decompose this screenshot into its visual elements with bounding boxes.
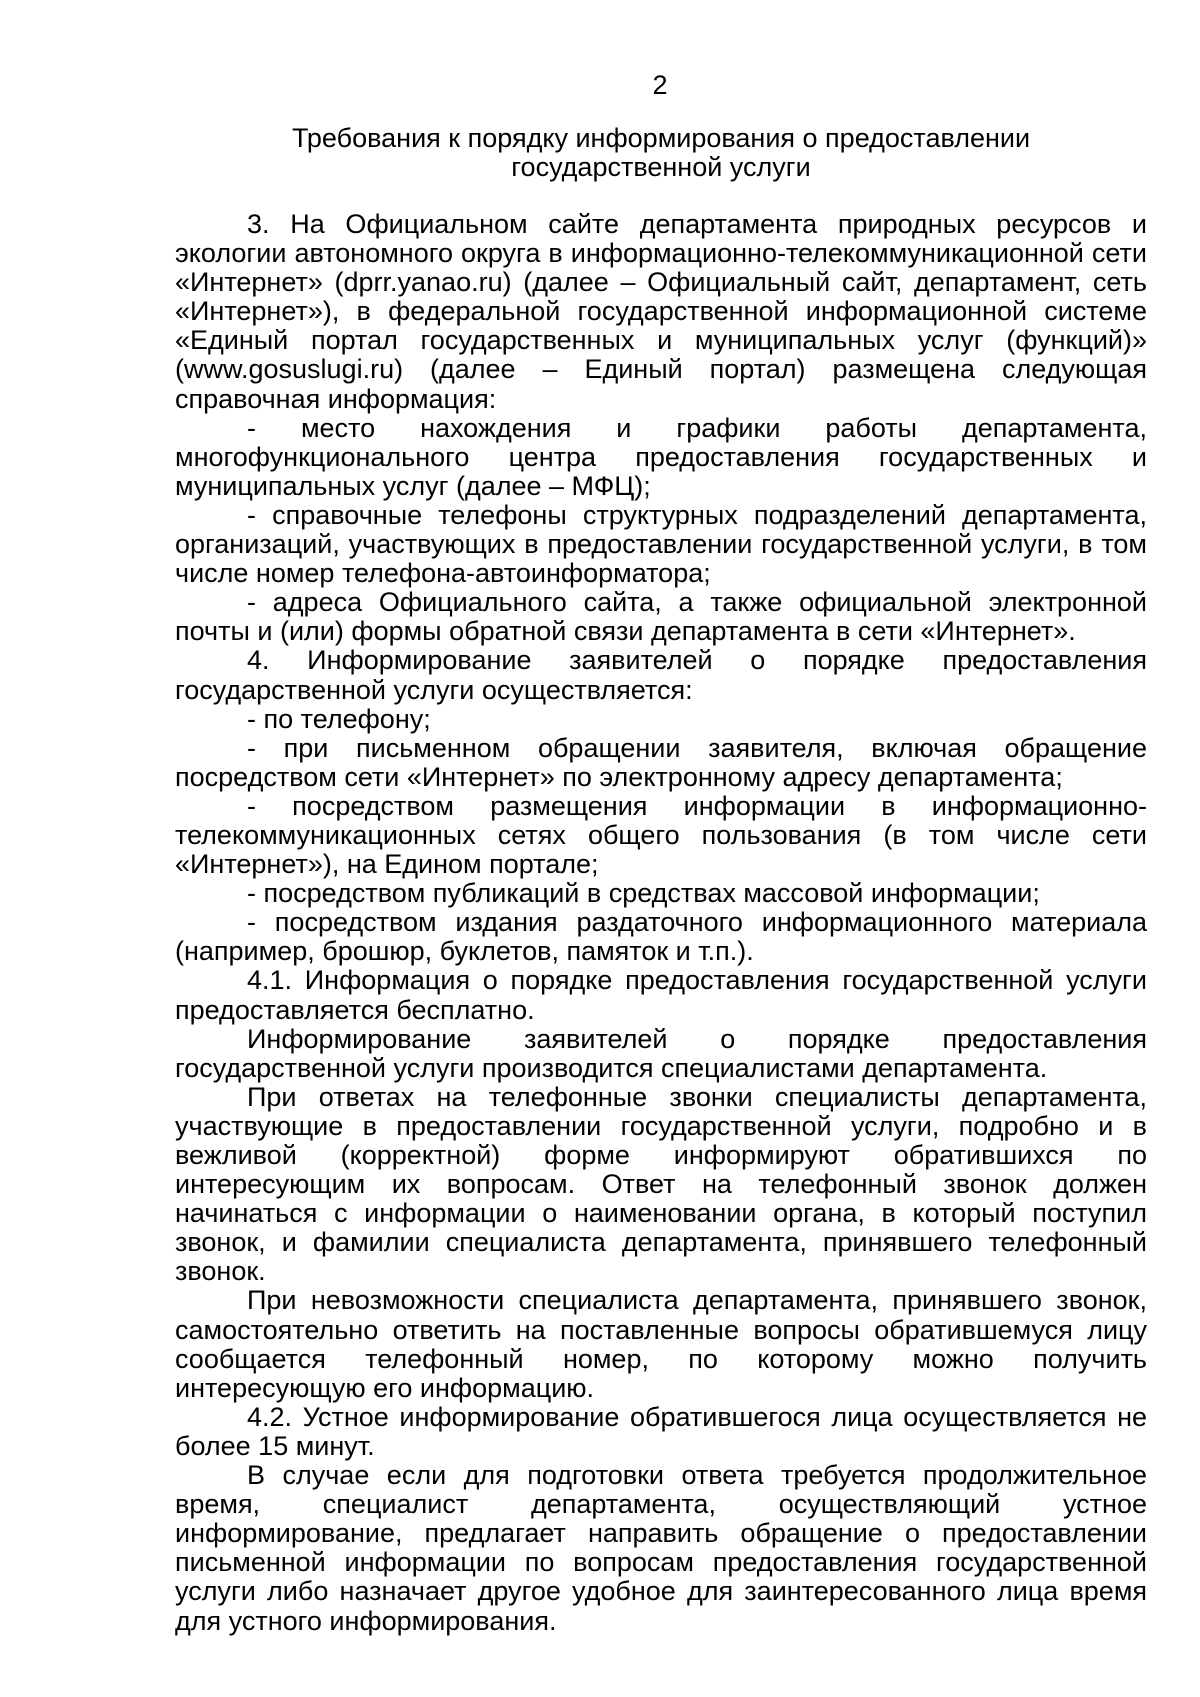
list-item-network-posting: - посредством размещения информации в информационно-телекоммуникационных сетях общего пользования (в том числе сети «Интернет»), на Едином портале; <box>175 790 1147 880</box>
list-item-written-request: - при письменном обращении заявителя, включая обращение посредством сети «Интернет» по электронному адресу департамента; <box>175 732 1147 792</box>
list-item-handout-material: - посредством издания раздаточного информационного материала (например, брошюр, буклетов, памяток и т.п.). <box>175 907 1147 967</box>
list-item-by-phone: - по телефону; <box>247 703 431 734</box>
document-body <box>175 210 1147 1636</box>
section-heading <box>175 124 1147 182</box>
paragraph-extended-time: В случае если для подготовки ответа требуется продолжительное время, специалист департамента, осуществляющий устное информирование, предлагает направить обращение о предоставлении письменной информации по вопросам предоставления государственной услуги либо назначает другое удобное для заинтересованного лица время для устного информирования. <box>175 1460 1147 1636</box>
list-item-website-addresses: - адреса Официального сайта, а также официальной электронной почты и (или) формы обратной связи департамента в сети «Интернет». <box>175 587 1147 647</box>
paragraph-informing-by-specialists: Информирование заявителей о порядке предоставления государственной услуги производится специалистами департамента. <box>175 1023 1147 1083</box>
list-item-reference-phones: - справочные телефоны структурных подразделений департамента, организаций, участвующих в предоставлении государственной услуги, в том числе номер телефона-автоинформатора; <box>175 499 1147 589</box>
list-item-location-schedule: - место нахождения и графики работы департамента, многофункционального центра предоставления государственных и муниципальных услуг (далее – МФЦ); <box>175 412 1147 501</box>
paragraph-4-informing-methods: 4. Информирование заявителей о порядке предоставления государственной услуги осуществляется: <box>175 645 1147 705</box>
list-item-mass-media: - посредством публикаций в средствах массовой информации; <box>247 878 1040 909</box>
page-number: 2 <box>652 70 668 100</box>
paragraph-phone-answering: При ответах на телефонные звонки специалисты департамента, участвующие в предоставлении государственной услуги, подробно и в вежливой (корректной) форме информируют обратившихся по интересующим их вопросам. Ответ на телефонный звонок должен начинаться с информации о наименовании органа, в который поступил звонок, и фамилии специалиста департамента, принявшего телефонный звонок. <box>175 1081 1147 1287</box>
paragraph-4-2-oral-duration: 4.2. Устное информирование обратившегося лица осуществляется не более 15 минут. <box>175 1401 1147 1461</box>
section-heading-line-2: государственной услуги <box>511 152 811 182</box>
paragraph-unable-to-answer: При невозможности специалиста департамента, принявшего звонок, самостоятельно ответить на поставленные вопросы обратившемуся лицу сообщается телефонный номер, по которому можно получить интересующую его информацию. <box>175 1285 1147 1403</box>
paragraph-4-1-free-of-charge: 4.1. Информация о порядке предоставления государственной услуги предоставляется бесплатно. <box>175 965 1147 1025</box>
section-heading-line-1: Требования к порядку информирования о предоставлении <box>291 123 1031 153</box>
paragraph-3-info-sources: 3. На Официальном сайте департамента природных ресурсов и экологии автономного округа в информационно-телекоммуникационной сети «Интернет» (dprr.yanao.ru) (далее – Официальный сайт, департамент, сеть «Интернет»), в федеральной государственной информационной системе «Единый портал государственных и муниципальных услуг (функций)» (www.gosuslugi.ru) (далее – Единый портал) размещена следующая справочная информация: <box>175 209 1147 414</box>
